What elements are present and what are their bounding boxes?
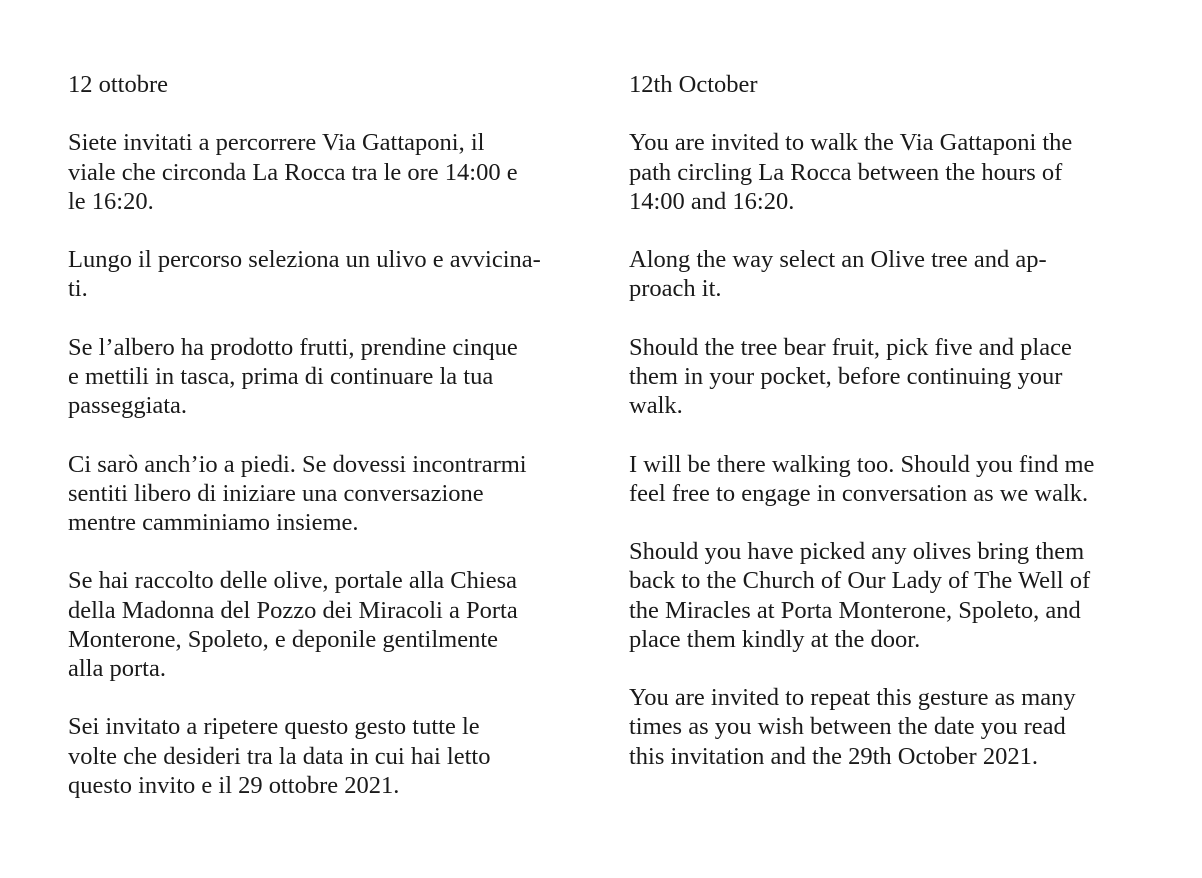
italian-paragraph-1: Siete invitati a percorrere Via Gattaponi, il viale che circonda La Rocca tra le ore 14:00 e le 16:20. — [68, 129, 518, 215]
italian-paragraph-4: Ci sarò anch’io a piedi. Se dovessi incontrarmi sentiti libero di iniziare una conversazione mentre camminiamo insieme. — [68, 450, 527, 536]
italian-paragraph-6: Sei invitato a ripetere questo gesto tutte le volte che desideri tra la data in cui hai letto questo invito e il 29 ottobre 2021. — [68, 713, 491, 799]
italian-column — [68, 70, 568, 829]
english-paragraph-5: Should you have picked any olives bring them back to the Church of Our Lady of The Well of the Miracles at Porta Monterone, Spoleto, and place them kindly at the door. — [629, 538, 1091, 653]
italian-paragraph-5: Se hai raccolto delle olive, portale alla Chiesa della Madonna del Pozzo dei Miracoli a Porta Monterone, Spoleto, e deponile gentilmente alla porta. — [68, 567, 518, 682]
italian-date: 12 ottobre — [68, 71, 169, 98]
english-paragraph-6: You are invited to repeat this gesture as many times as you wish between the date you read this invitation and the 29th October 2021. — [629, 684, 1076, 770]
english-date: 12th October — [629, 71, 758, 98]
english-paragraph-1: You are invited to walk the Via Gattaponi the path circling La Rocca between the hours of 14:00 and 16:20. — [629, 129, 1073, 215]
italian-paragraph-2: Lungo il percorso seleziona un ulivo e avvicina- ti. — [68, 246, 541, 303]
english-paragraph-2: Along the way select an Olive tree and ap- proach it. — [629, 246, 1047, 303]
italian-paragraph-3: Se l’albero ha prodotto frutti, prendine cinque e mettili in tasca, prima di continuare la tua passeggiata. — [68, 333, 518, 420]
english-paragraph-3: Should the tree bear fruit, pick five and place them in your pocket, before continuing your walk. — [629, 333, 1072, 420]
english-paragraph-4: I will be there walking too. Should you find me feel free to engage in conversation as we walk. — [629, 450, 1095, 507]
english-column — [629, 70, 1149, 800]
